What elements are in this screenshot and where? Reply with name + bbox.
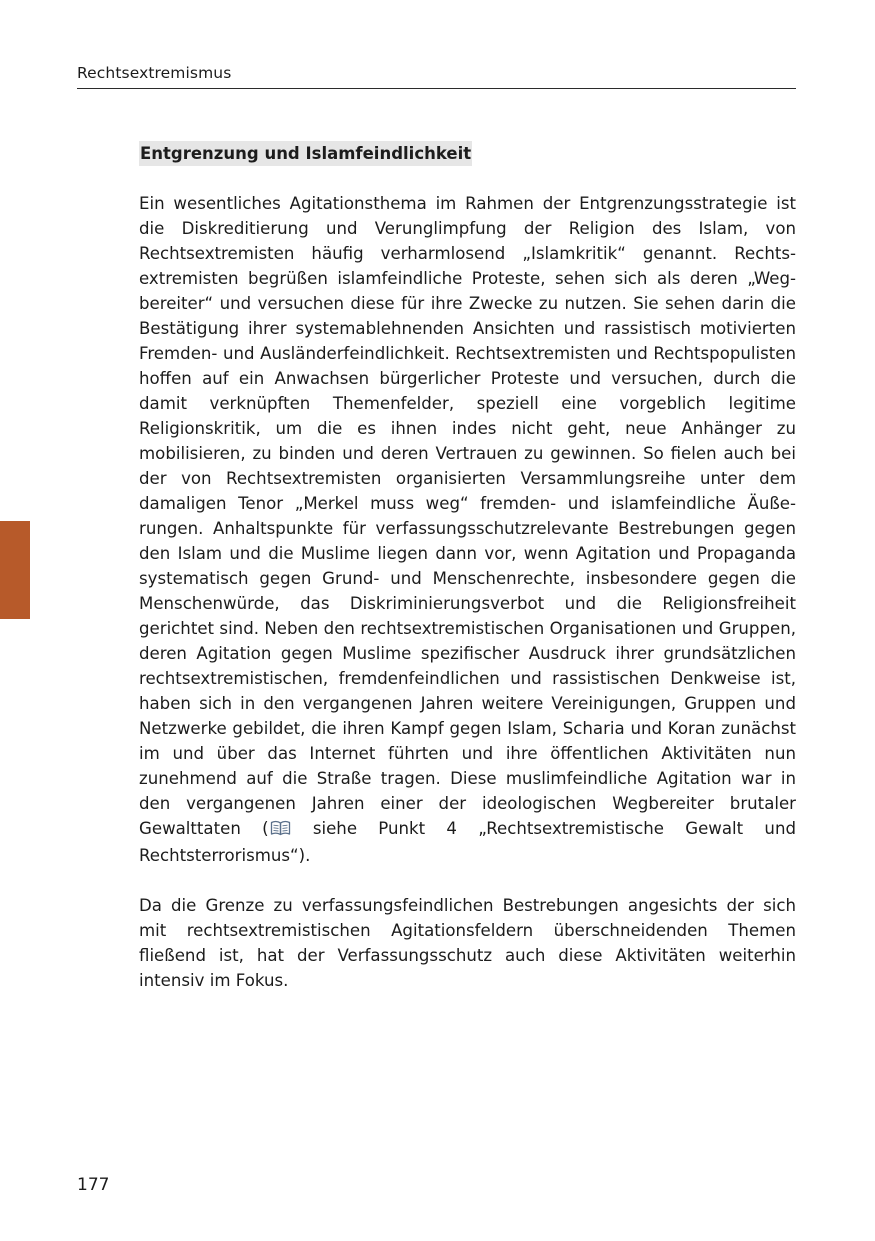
paragraph-1-text-after-reference: siehe Punkt 4 „Rechtsextremistische Gewalt und Rechtsterrorismus“). xyxy=(139,819,796,865)
body-paragraph-1 xyxy=(139,191,796,868)
main-content xyxy=(139,141,796,993)
body-paragraph-2: Da die Grenze zu verfassungsfeindlichen Bestrebungen angesichts der sich mit rechtsextremistischen Agitationsfeldern überschneidenden Themen fließend ist, hat der Verfassungsschutz auch diese Aktivitäten weiterhin intensiv im Fokus. xyxy=(139,896,796,990)
open-book-icon xyxy=(270,818,291,843)
page-number: 177 xyxy=(77,1175,110,1195)
chapter-side-tab xyxy=(0,521,30,619)
running-title: Rechtsextremismus xyxy=(77,64,232,82)
paragraph-1-text-before-reference: Ein wesentliches Agitationsthema im Rahmen der Entgrenzungsstrategie ist die Diskreditierung und Verunglimpfung der Religion des Islam, von Rechtsextremisten häufig verharmlosend „Islamkritik“ genannt. Rechtsextremisten begrüßen islamfeindliche Proteste, sehen sich als deren „Wegbereiter“ und versuchen diese für ihre Zwecke zu nutzen. Sie sehen darin die Bestätigung ihrer systemablehnenden Ansichten und rassistisch motivierten Fremden- und Ausländerfeindlichkeit. Rechtsextremisten und Rechtspopulisten hoffen auf ein Anwachsen bürgerlicher Proteste und versuchen, durch die damit verknüpften Themenfelder, speziell eine vorgeblich legitime Religionskritik, um die es ihnen indes nicht geht, neue Anhänger zu mobilisieren, zu binden und deren Vertrauen zu gewinnen. So fielen auch bei der von Rechtsextremisten organisierten Versammlungsreihe unter dem damaligen Tenor „Merkel muss weg“ fremden- und islamfeindliche Äußerungen. Anhaltspunkte für verfassungsschutzrelevante Bestrebungen gegen den Islam und die Muslime liegen dann vor, wenn Agitation und Propaganda systematisch gegen Grund- und Menschenrechte, insbesondere gegen die Menschenwürde, das Diskriminierungsverbot und die Religionsfreiheit gerichtet sind. Neben den rechtsextremistischen Organisationen und Gruppen, deren Agitation gegen Muslime spezifischer Ausdruck ihrer grundsätzlichen rechtsextremistischen, fremdenfeindlichen und rassistischen Denkweise ist, haben sich in den vergangenen Jahren weitere Vereinigungen, Gruppen und Netzwerke gebildet, die ihren Kampf gegen Islam, Scharia und Koran zunächst im und über das Internet führten und ihre öffentlichen Aktivitäten nun zunehmend auf die Straße tragen. Diese muslimfeindliche Agitation war in den vergangenen Jahren einer der ideologischen Wegbereiter brutaler Gewalttaten ( xyxy=(139,194,796,838)
running-header xyxy=(77,63,796,89)
section-heading: Entgrenzung und Islamfeindlichkeit xyxy=(139,141,472,166)
